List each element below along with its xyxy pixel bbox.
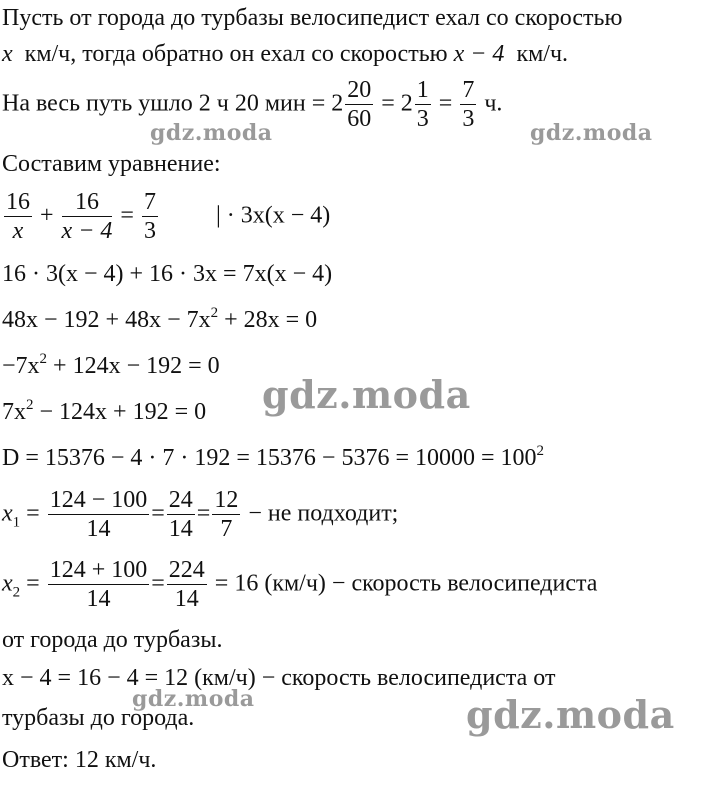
fraction <box>48 488 150 542</box>
var-x: x <box>2 570 13 597</box>
denominator: 14 <box>174 586 199 613</box>
text: = <box>26 500 40 527</box>
text: = <box>120 202 134 229</box>
equation-3 <box>2 305 318 333</box>
numerator: 12 <box>212 488 240 515</box>
unit: ч. <box>484 90 503 117</box>
fraction <box>415 78 431 132</box>
answer-line: Ответ: 12 км/ч. <box>2 747 157 773</box>
watermark: gdz.moda <box>262 372 471 417</box>
text: + 124x − 192 = 0 <box>47 353 220 379</box>
equation-1 <box>2 190 330 244</box>
numerator: 24 <box>167 488 195 515</box>
var-x: x <box>2 41 13 67</box>
watermark: gdz.moda <box>530 120 653 146</box>
fraction <box>460 78 476 132</box>
watermark: gdz.moda <box>132 686 255 712</box>
exponent: 2 <box>26 397 34 413</box>
text: = <box>26 570 40 597</box>
denominator: 3 <box>143 218 156 245</box>
discriminant-line <box>2 443 545 471</box>
exponent: 2 <box>39 351 48 367</box>
text-continuation-1: от города до турбазы. <box>2 627 223 653</box>
fraction <box>167 488 195 542</box>
exponent: 2 <box>210 305 219 321</box>
numerator: 16 <box>62 190 113 217</box>
denominator: 14 <box>86 516 111 543</box>
root-x2-line: $x_2$ = $\frac{124 + 100}{14}$ = $\frac{224}{14}$ = 16 (км/ч) − скорость велосипедиста <box>2 557 598 613</box>
fraction <box>212 488 240 542</box>
text: − не подходит; <box>248 500 399 527</box>
denominator: 14 <box>168 516 193 543</box>
text: + 28x = 0 <box>218 307 318 333</box>
denominator: 3 <box>416 106 429 133</box>
expr: x − 4 <box>453 41 505 67</box>
unit: км/ч <box>24 41 71 67</box>
denominator: x − 4 <box>61 218 113 245</box>
text: 7x <box>2 399 26 425</box>
fraction <box>48 558 150 612</box>
fraction <box>62 190 113 244</box>
text: = 2 <box>381 90 413 117</box>
text: D = 15376 − 4 · 7 · 192 = 15376 − 5376 = 10000 = 100 <box>2 445 537 471</box>
denominator: 14 <box>86 586 111 613</box>
numerator: 16 <box>4 190 32 217</box>
watermark: gdz.moda <box>466 692 675 737</box>
denominator: 60 <box>347 106 372 133</box>
numerator: 20 <box>345 78 373 105</box>
text: = 16 (км/ч) − скорость велосипедиста <box>214 570 598 597</box>
fraction <box>167 558 207 612</box>
watermark: gdz.moda <box>150 120 273 146</box>
var-x: x <box>2 500 13 527</box>
fraction <box>142 190 158 244</box>
fraction <box>4 190 32 244</box>
unit: км/ч. <box>516 41 569 67</box>
text: 48x − 192 + 48x − 7x <box>2 307 211 333</box>
text: На весь путь ушло 2 ч 20 мин = 2 <box>2 90 344 117</box>
denominator: 3 <box>462 106 475 133</box>
fraction <box>345 78 373 132</box>
equation-4 <box>2 351 220 379</box>
root-x1-line: $x_1$ = $\frac{124 - 100}{14}$ = $\frac{24}{14}$ = $\frac{12}{7}$ − не подходит; <box>2 487 399 543</box>
text-back-speed: x − 4 = 16 − 4 = 12 (км/ч) − скорость велосипедиста от <box>2 665 556 691</box>
text-line-1: Пусть от города до турбазы велосипедист ехал со скоростью <box>2 5 623 31</box>
denominator: x <box>12 218 24 245</box>
multiplier: | · 3x(x − 4) <box>215 202 331 229</box>
text-line-2 <box>2 42 568 66</box>
text: = <box>438 90 453 117</box>
text-continuation-2: турбазы до города. <box>2 705 195 731</box>
denominator: 7 <box>220 516 233 543</box>
text: , тогда обратно он ехал со скоростью <box>70 41 448 67</box>
numerator: 7 <box>142 190 158 217</box>
subscript: 2 <box>12 584 21 601</box>
numerator: 124 − 100 <box>48 488 150 515</box>
text: − 124x + 192 = 0 <box>33 399 207 425</box>
text: + <box>40 202 54 229</box>
text-line-4: Составим уравнение: <box>2 151 221 177</box>
equation-5 <box>2 397 207 425</box>
numerator: 124 + 100 <box>48 558 150 585</box>
numerator: 224 <box>167 558 207 585</box>
numerator: 1 <box>415 78 431 105</box>
equation-2: 16 · 3(x − 4) + 16 · 3x = 7x(x − 4) <box>2 261 333 287</box>
exponent: 2 <box>536 443 545 459</box>
numerator: 7 <box>460 78 476 105</box>
subscript: 1 <box>12 514 21 531</box>
text: −7x <box>2 353 40 379</box>
